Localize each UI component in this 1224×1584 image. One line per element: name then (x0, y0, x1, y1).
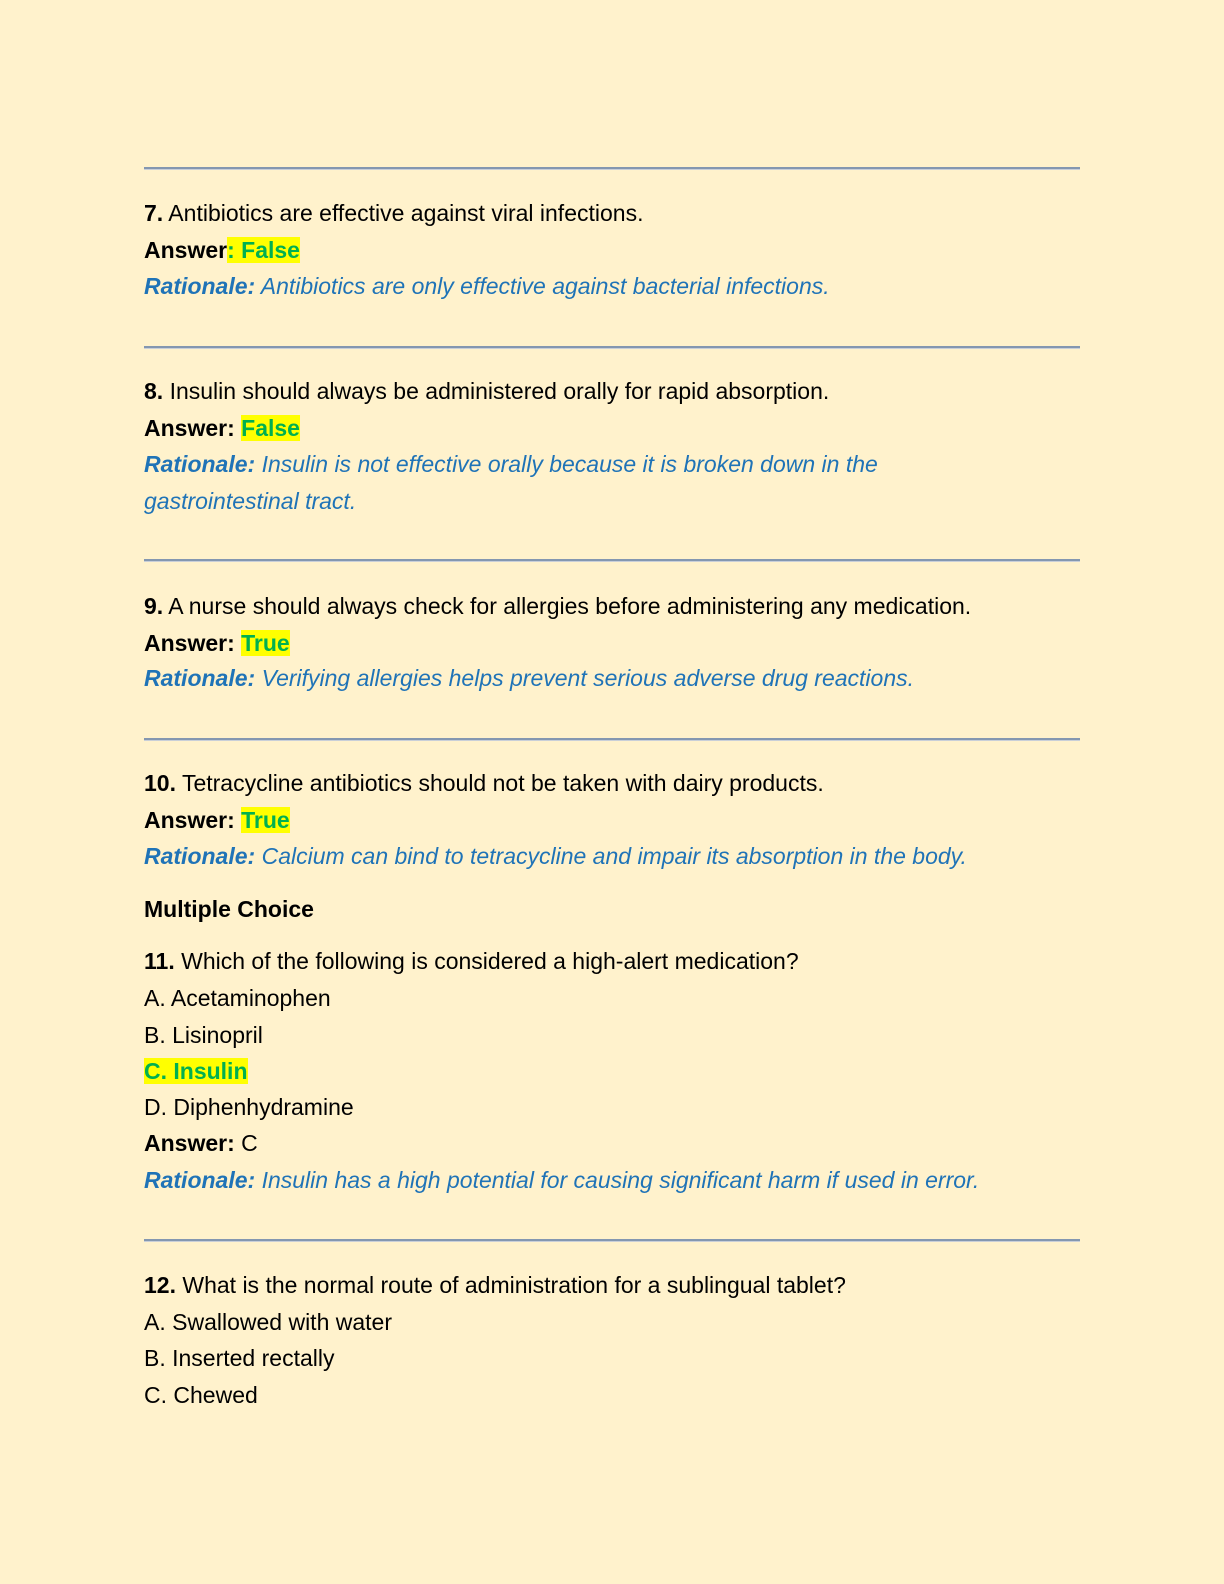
option-a: A. Acetaminophen (144, 985, 331, 1011)
question-12 (144, 1270, 846, 1300)
question-7 (144, 198, 643, 228)
answer-value: True (241, 807, 290, 833)
answer-label: Answer: (144, 630, 242, 656)
option-c (144, 1056, 248, 1086)
rationale-label: Rationale: (144, 1167, 256, 1193)
divider (144, 346, 1080, 348)
answer-value: C (234, 1130, 258, 1156)
rationale-11 (144, 1165, 979, 1195)
correct-option: C. Insulin (144, 1058, 248, 1084)
section-title: Multiple Choice (144, 896, 314, 922)
question-text: Antibiotics are effective against viral infections. (163, 200, 644, 226)
answer-7 (144, 235, 300, 265)
divider (144, 738, 1080, 740)
question-11 (144, 946, 799, 976)
answer-label: Answer: (144, 807, 242, 833)
answer-9 (144, 628, 290, 658)
option-d: D. Diphenhydramine (144, 1094, 354, 1120)
rationale-label: Rationale: (144, 665, 256, 691)
answer-label: Answer (144, 237, 228, 263)
option-a: A. Swallowed with water (144, 1309, 392, 1335)
answer-11 (144, 1128, 258, 1158)
question-number: 11. (144, 948, 175, 974)
rationale-text: Calcium can bind to tetracycline and impair its absorption in the body. (255, 843, 967, 869)
question-text: Tetracycline antibiotics should not be taken with dairy products. (175, 770, 824, 796)
divider (144, 167, 1080, 169)
divider (144, 1239, 1080, 1241)
question-text: A nurse should always check for allergies before administering any medication. (163, 593, 972, 619)
answer-value: True (241, 630, 290, 656)
rationale-label: Rationale: (144, 451, 256, 477)
rationale-label: Rationale: (144, 273, 256, 299)
question-8 (144, 376, 829, 406)
answer-label: Answer: (144, 415, 242, 441)
question-number: 7. (144, 200, 164, 226)
rationale-text: gastrointestinal tract. (144, 488, 357, 514)
rationale-text: Insulin is not effective orally because it is broken down in the (255, 451, 878, 477)
rationale-text: Verifying allergies helps prevent serious adverse drug reactions. (255, 665, 915, 691)
rationale-label: Rationale: (144, 843, 256, 869)
rationale-7 (144, 271, 830, 301)
answer-value: : False (227, 237, 300, 263)
rationale-text: Insulin has a high potential for causing significant harm if used in error. (255, 1167, 980, 1193)
option-b: B. Inserted rectally (144, 1345, 335, 1371)
divider (144, 559, 1080, 561)
option-c: C. Chewed (144, 1382, 258, 1408)
question-10 (144, 768, 824, 798)
option-b: B. Lisinopril (144, 1022, 263, 1048)
rationale-text: Antibiotics are only effective against bacterial infections. (255, 273, 830, 299)
answer-8 (144, 413, 300, 443)
question-text: Insulin should always be administered orally for rapid absorption. (163, 378, 830, 404)
question-text: Which of the following is considered a high-alert medication? (174, 948, 799, 974)
answer-10 (144, 805, 290, 835)
question-number: 12. (144, 1272, 176, 1298)
answer-value: False (241, 415, 300, 441)
rationale-10 (144, 841, 967, 871)
question-number: 8. (144, 378, 164, 404)
question-number: 9. (144, 593, 164, 619)
rationale-8 (144, 449, 878, 479)
question-9 (144, 591, 971, 621)
rationale-8-continued (144, 486, 356, 516)
question-number: 10. (144, 770, 176, 796)
question-text: What is the normal route of administration for a sublingual tablet? (175, 1272, 846, 1298)
rationale-9 (144, 663, 914, 693)
answer-label: Answer: (144, 1130, 235, 1156)
